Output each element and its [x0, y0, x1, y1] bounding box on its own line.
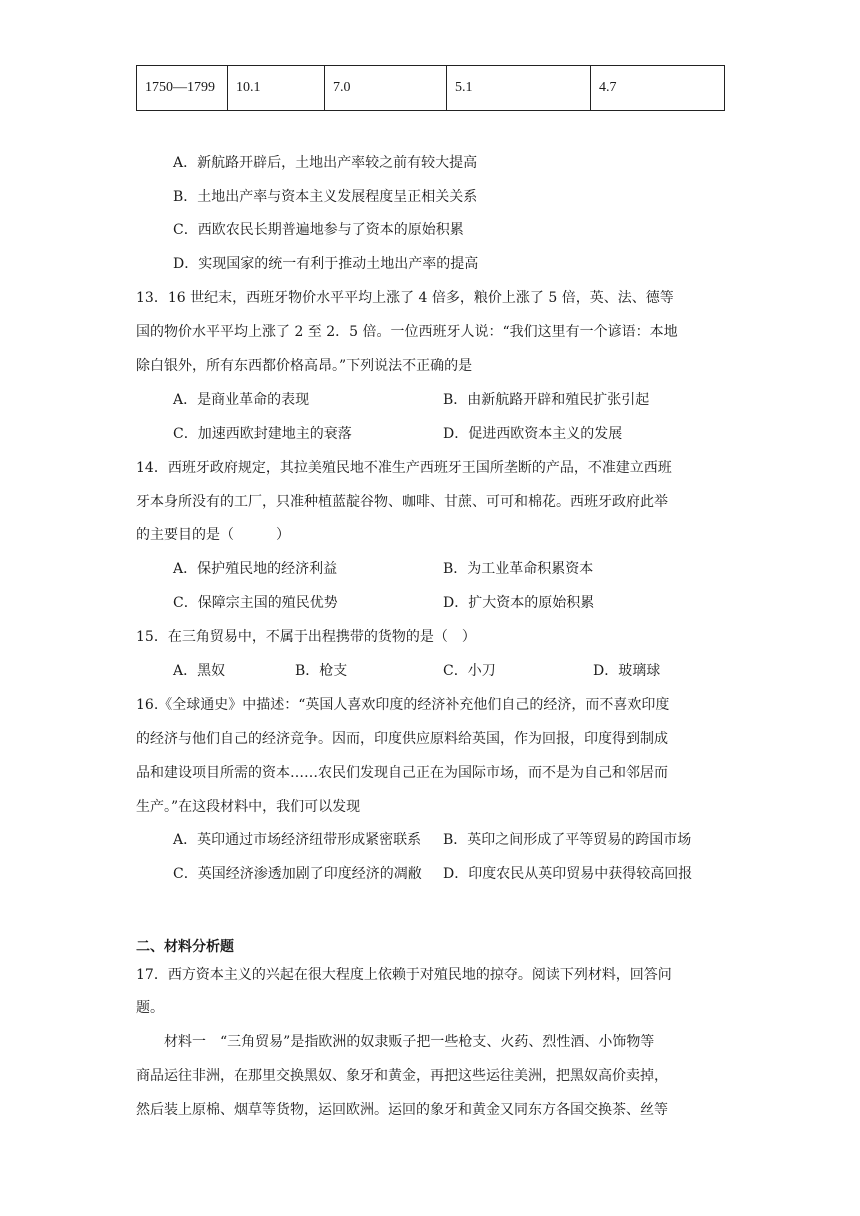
q15-option-c: C．小刀 — [443, 663, 496, 679]
q16-text-line: 16.《全球通史》中描述：“英国人喜欢印度的经济补充他们自己的经济，而不喜欢印度 — [136, 697, 670, 713]
q13-text-line: 13．16 世纪末，西班牙物价水平平均上涨了 4 倍多，粮价上涨了 5 倍，英、法、德等 — [136, 290, 674, 306]
data-table — [136, 65, 725, 111]
table-cell: 7.0 — [325, 66, 447, 111]
q15-text-line: 15．在三角贸易中，不属于出程携带的货物的是（ ） — [136, 629, 476, 645]
q14-option-d: D．扩大资本的原始积累 — [443, 595, 595, 611]
q13-option-a: A．是商业革命的表现 — [173, 392, 310, 408]
q13-option-b: B．由新航路开辟和殖民扩张引起 — [443, 392, 650, 408]
table-cell: 1750—1799 — [137, 66, 228, 111]
q14-option-b: B．为工业革命积累资本 — [443, 561, 594, 577]
material-line: 材料一 “三角贸易”是指欧洲的奴隶贩子把一些枪支、火药、烈性酒、小饰物等 — [164, 1034, 655, 1050]
q14-text-line: 14．西班牙政府规定，其拉美殖民地不准生产西班牙王国所垄断的产品，不准建立西班 — [136, 460, 672, 476]
q12-option-c: C．西欧农民长期普遍地参与了资本的原始积累 — [173, 222, 464, 238]
q12-option-d: D．实现国家的统一有利于推动土地出产率的提高 — [173, 256, 479, 272]
section-title: 二、材料分析题 — [136, 939, 234, 955]
q12-option-a: A．新航路开辟后，土地出产率较之前有较大提高 — [173, 155, 478, 171]
q13-option-c: C．加速西欧封建地主的衰落 — [173, 426, 352, 442]
q13-option-row — [173, 390, 309, 410]
q14-text-line: 牙本身所没有的工厂，只准种植蓝靛谷物、咖啡、甘蔗、可可和棉花。西班牙政府此举 — [136, 494, 668, 510]
table-cell: 4.7 — [591, 66, 725, 111]
q14-option-a: A．保护殖民地的经济利益 — [173, 561, 338, 577]
table-cell: 10.1 — [228, 66, 325, 111]
q17-text-line: 17．西方资本主义的兴起在很大程度上依赖于对殖民地的掠夺。阅读下列材料，回答问 — [136, 967, 672, 983]
q16-text-line: 品和建设项目所需的资本……农民们发现自己正在为国际市场，而不是为自己和邻居而 — [136, 765, 668, 781]
material-line: 然后装上原棉、烟草等货物，运回欧洲。运回的象牙和黄金又同东方各国交换茶、丝等 — [136, 1102, 668, 1118]
q16-option-a: A．英印通过市场经济纽带形成紧密联系 — [173, 832, 422, 848]
q17-text-line: 题。 — [136, 1000, 164, 1016]
q13-text-line: 国的物价水平平均上涨了 2 至 2．5 倍。一位西班牙人说：“我们这里有一个谚语：本地 — [136, 324, 678, 340]
table-cell: 5.1 — [447, 66, 591, 111]
q14-text-line: 的主要目的是（ ） — [136, 527, 290, 543]
q16-text-line: 生产。”在这段材料中，我们可以发现 — [136, 799, 361, 815]
q13-text-line: 除白银外，所有东西都价格高昂。”下列说法不正确的是 — [136, 358, 473, 374]
q16-text-line: 的经济与他们自己的经济竞争。因而，印度供应原料给英国，作为回报，印度得到制成 — [136, 731, 668, 747]
q16-option-b: B．英印之间形成了平等贸易的跨国市场 — [443, 832, 692, 848]
q14-option-c: C．保障宗主国的殖民优势 — [173, 595, 338, 611]
material-line: 商品运往非洲，在那里交换黑奴、象牙和黄金，再把这些运往美洲，把黑奴高价卖掉， — [136, 1068, 668, 1084]
q16-option-d: D．印度农民从英印贸易中获得较高回报 — [443, 866, 693, 882]
q15-option-a: A．黑奴 — [173, 663, 226, 679]
table-row — [137, 66, 725, 111]
q15-option-d: D．玻璃球 — [593, 663, 661, 679]
q16-option-c: C．英国经济渗透加剧了印度经济的凋敝 — [173, 866, 422, 882]
q13-option-d: D．促进西欧资本主义的发展 — [443, 426, 623, 442]
q12-option-b: B．土地出产率与资本主义发展程度呈正相关关系 — [173, 189, 478, 205]
q15-option-b: B．枪支 — [295, 663, 348, 679]
